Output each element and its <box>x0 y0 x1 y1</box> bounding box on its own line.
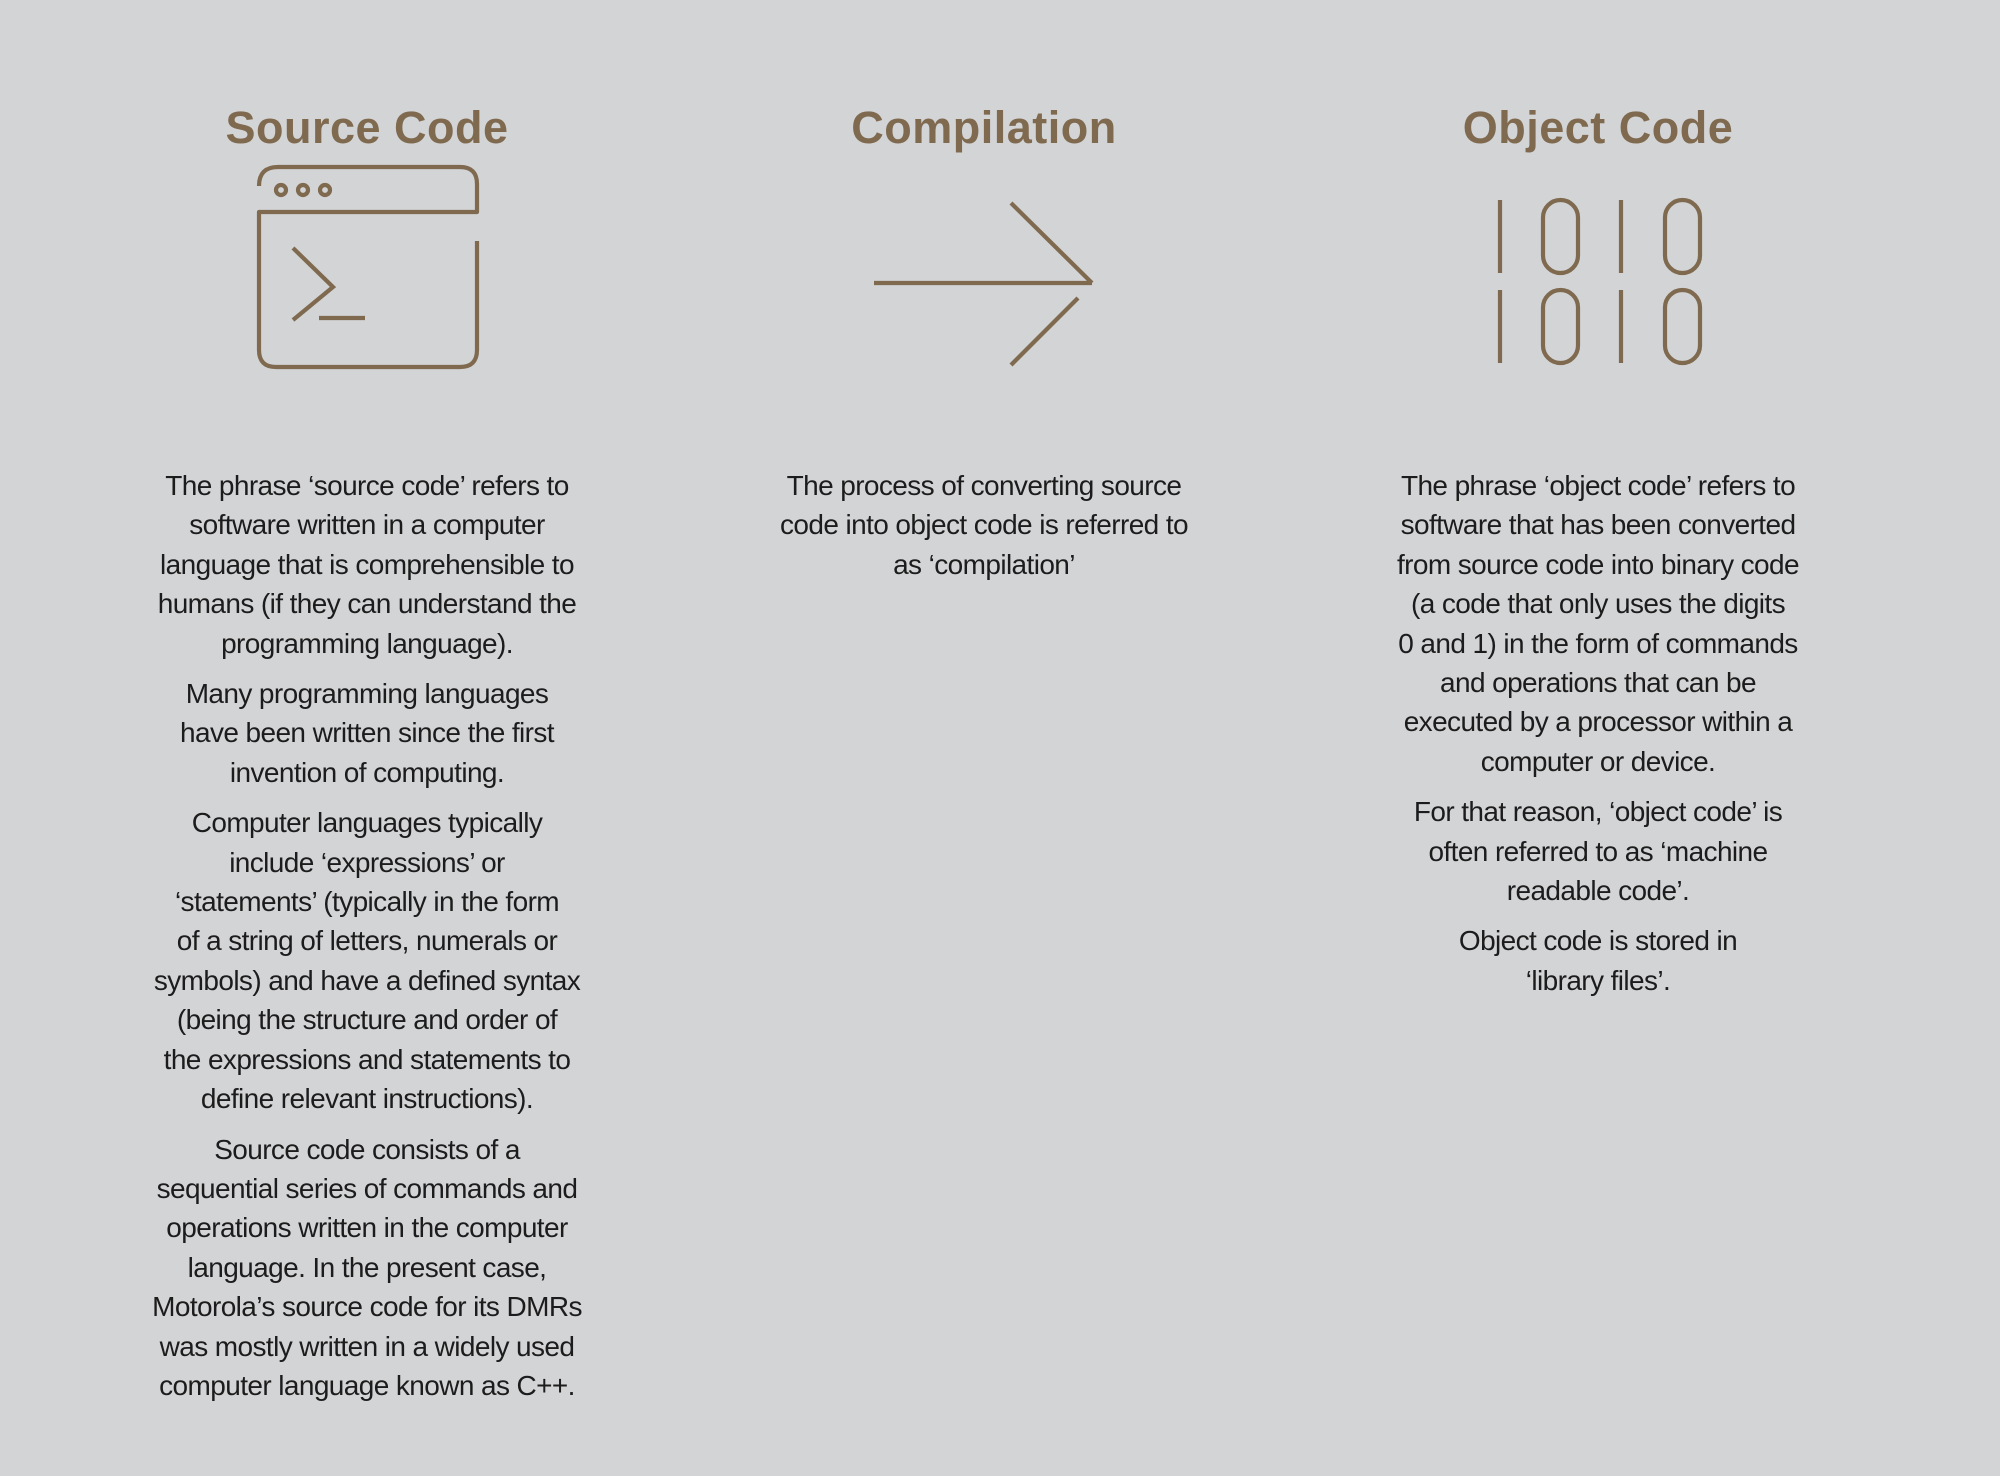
text-line: (being the structure and order of <box>176 1004 558 1036</box>
text-line: code into object code is referred to <box>780 509 1188 541</box>
text-line: language. In the present case, <box>187 1251 547 1283</box>
binary-code-icon <box>1318 150 1878 380</box>
text-line: invention of computing. <box>229 756 505 788</box>
paragraph <box>1318 466 1878 781</box>
text-line: The phrase ‘object code’ refers to <box>1400 470 1796 501</box>
text-line: ‘statements’ (typically in the form <box>174 886 560 918</box>
paragraph <box>87 803 647 1118</box>
arrow-right-icon <box>704 150 1264 380</box>
text-line: include ‘expressions’ or <box>229 846 505 878</box>
text-line: software written in a computer <box>189 509 545 541</box>
paragraph <box>87 466 647 663</box>
paragraph <box>1318 792 1878 910</box>
text-line: The process of converting source <box>786 470 1182 501</box>
text-line: programming language). <box>221 627 513 659</box>
text-line: For that reason, ‘object code’ is <box>1413 796 1783 828</box>
text-line: from source code into binary code <box>1397 548 1799 580</box>
text-line: Source code consists of a <box>214 1133 520 1165</box>
paragraph <box>704 466 1264 584</box>
source-code-title: Source Code <box>225 102 509 154</box>
text-line: The phrase ‘source code’ refers to <box>165 470 569 501</box>
text-line: as ‘compilation’ <box>893 548 1075 580</box>
terminal-window-icon <box>87 150 647 380</box>
compilation-title: Compilation <box>851 102 1117 154</box>
paragraph <box>87 1130 647 1406</box>
text-line: sequential series of commands and <box>156 1172 578 1204</box>
text-line: language that is comprehensible to <box>160 548 574 580</box>
text-line: readable code’. <box>1506 875 1690 907</box>
source-code-description <box>87 466 647 1416</box>
text-line: 0 and 1) in the form of commands <box>1398 627 1798 659</box>
text-line: operations written in the computer <box>166 1212 568 1244</box>
text-line: often referred to as ‘machine <box>1428 835 1768 867</box>
text-line: ‘library files’. <box>1525 964 1671 996</box>
object-code-description <box>1318 466 1878 1011</box>
paragraph <box>87 674 647 792</box>
text-line: computer language known as C++. <box>159 1369 575 1401</box>
text-line: Object code is stored in <box>1458 925 1738 957</box>
text-line: the expressions and statements to <box>163 1043 571 1075</box>
text-line: computer or device. <box>1480 745 1716 777</box>
text-line: define relevant instructions). <box>200 1083 534 1115</box>
text-line: humans (if they can understand the <box>157 588 577 620</box>
text-line: have been written since the first <box>180 717 554 749</box>
text-line: was mostly written in a widely used <box>159 1330 575 1362</box>
text-line: Computer languages typically <box>191 807 543 839</box>
text-line: executed by a processor within a <box>1403 706 1793 738</box>
text-line: Motorola’s source code for its DMRs <box>152 1291 582 1323</box>
text-line: of a string of letters, numerals or <box>176 925 558 957</box>
text-line: Many programming languages <box>185 678 549 710</box>
text-line: software that has been converted <box>1400 509 1796 541</box>
text-line: symbols) and have a defined syntax <box>153 964 581 996</box>
text-line: (a code that only uses the digits <box>1411 588 1785 620</box>
text-line: and operations that can be <box>1440 667 1756 699</box>
paragraph <box>1318 921 1878 1000</box>
compilation-description <box>704 466 1264 595</box>
object-code-title: Object Code <box>1462 102 1734 154</box>
